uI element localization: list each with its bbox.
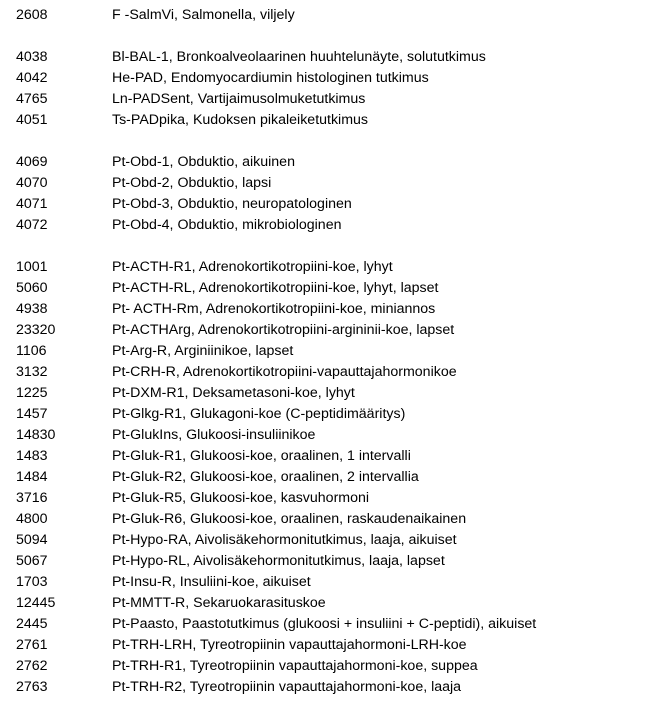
test-code: 3132 <box>16 364 48 380</box>
test-description: Pt-Obd-3, Obduktio, neuropatologinen <box>112 196 352 212</box>
test-description: Ln-PADSent, Vartijaimusolmuketutkimus <box>112 91 366 107</box>
test-code: 4069 <box>16 154 48 170</box>
test-description: Pt-ACTHArg, Adrenokortikotropiini-argininii-koe, lapset <box>112 322 455 338</box>
test-description: Pt-Gluk-R2, Glukoosi-koe, oraalinen, 2 intervallia <box>112 469 419 485</box>
test-description: Pt-Hypo-RA, Aivolisäkehormonitutkimus, laaja, aikuiset <box>112 532 457 548</box>
test-code: 1457 <box>16 406 48 422</box>
test-code: 2445 <box>16 616 48 632</box>
list-item <box>0 194 645 215</box>
list-item <box>0 47 645 68</box>
test-description: Pt-TRH-R2, Tyreotropiinin vapauttajahormoni-koe, laaja <box>112 679 462 695</box>
test-code: 4800 <box>16 511 48 527</box>
test-code: 4051 <box>16 112 48 128</box>
test-description: Pt-DXM-R1, Deksametasoni-koe, lyhyt <box>112 385 355 401</box>
test-description: Pt-TRH-LRH, Tyreotropiinin vapauttajahormoni-LRH-koe <box>112 637 467 653</box>
test-description: Pt-Gluk-R5, Glukoosi-koe, kasvuhormoni <box>112 490 370 506</box>
list-item <box>0 656 645 677</box>
test-description: Pt-Insu-R, Insuliini-koe, aikuiset <box>112 574 311 590</box>
test-description: Pt-Paasto, Paastotutkimus (glukoosi + insuliini + C-peptidi), aikuiset <box>112 616 537 632</box>
test-code: 3716 <box>16 490 48 506</box>
test-description: Pt-Gluk-R6, Glukoosi-koe, oraalinen, raskaudenaikainen <box>112 511 467 527</box>
list-item <box>0 89 645 110</box>
test-description: Pt-TRH-R1, Tyreotropiinin vapauttajahormoni-koe, suppea <box>112 658 478 674</box>
test-code: 4070 <box>16 175 48 191</box>
group-spacer <box>0 236 645 257</box>
list-item <box>0 572 645 593</box>
test-description: Pt-Obd-1, Obduktio, aikuinen <box>112 154 295 170</box>
list-item <box>0 320 645 341</box>
test-description: Pt-Gluk-R1, Glukoosi-koe, oraalinen, 1 intervalli <box>112 448 411 464</box>
list-item <box>0 278 645 299</box>
list-item <box>0 5 645 26</box>
group-spacer <box>0 26 645 47</box>
test-code: 5060 <box>16 280 48 296</box>
test-description: Pt-Arg-R, Arginiinikoe, lapset <box>112 343 294 359</box>
test-description: Pt-CRH-R, Adrenokortikotropiini-vapauttajahormonikoe <box>112 364 457 380</box>
test-code: 1225 <box>16 385 48 401</box>
test-description: Pt-ACTH-RL, Adrenokortikotropiini-koe, lyhyt, lapset <box>112 280 439 296</box>
test-description: Pt- ACTH-Rm, Adrenokortikotropiini-koe, miniannos <box>112 301 436 317</box>
test-code: 2763 <box>16 679 48 695</box>
group-spacer <box>0 131 645 152</box>
test-code: 4072 <box>16 217 48 233</box>
test-group-autopsy <box>0 152 645 236</box>
list-item <box>0 257 645 278</box>
test-code: 5094 <box>16 532 48 548</box>
list-item <box>0 593 645 614</box>
list-item <box>0 488 645 509</box>
test-code: 12445 <box>16 595 56 611</box>
test-description: Pt-Obd-2, Obduktio, lapsi <box>112 175 272 191</box>
test-code: 4042 <box>16 70 48 86</box>
test-code: 4038 <box>16 49 48 65</box>
list-item <box>0 299 645 320</box>
test-code: 1484 <box>16 469 48 485</box>
test-description: Pt-ACTH-R1, Adrenokortikotropiini-koe, lyhyt <box>112 259 393 275</box>
list-item <box>0 173 645 194</box>
test-code: 2608 <box>16 7 48 23</box>
list-item <box>0 404 645 425</box>
list-item <box>0 614 645 635</box>
test-description: He-PAD, Endomyocardiumin histologinen tutkimus <box>112 70 429 86</box>
list-item <box>0 152 645 173</box>
test-code: 2762 <box>16 658 48 674</box>
list-item <box>0 362 645 383</box>
test-code: 23320 <box>16 322 56 338</box>
list-item <box>0 341 645 362</box>
test-group-pathology <box>0 47 645 131</box>
test-code: 1483 <box>16 448 48 464</box>
test-description: Bl-BAL-1, Bronkoalveolaarinen huuhtelunäyte, solututkimus <box>112 49 486 65</box>
test-description: Pt-Obd-4, Obduktio, mikrobiologinen <box>112 217 342 233</box>
list-item <box>0 383 645 404</box>
test-code: 1001 <box>16 259 48 275</box>
test-code: 2761 <box>16 637 48 653</box>
list-item <box>0 635 645 656</box>
list-item <box>0 530 645 551</box>
list-item <box>0 68 645 89</box>
test-code: 5067 <box>16 553 48 569</box>
test-code: 4765 <box>16 91 48 107</box>
test-code: 4071 <box>16 196 48 212</box>
test-group-function-tests <box>0 257 645 698</box>
list-item <box>0 509 645 530</box>
list-item <box>0 215 645 236</box>
list-item <box>0 677 645 698</box>
list-item <box>0 110 645 131</box>
test-code: 4938 <box>16 301 48 317</box>
list-item <box>0 551 645 572</box>
list-item <box>0 446 645 467</box>
test-description: Pt-Hypo-RL, Aivolisäkehormonitutkimus, laaja, lapset <box>112 553 445 569</box>
test-description: Pt-GlukIns, Glukoosi-insuliinikoe <box>112 427 316 443</box>
test-group-salmonella <box>0 5 645 26</box>
test-code: 1703 <box>16 574 48 590</box>
test-description: F -SalmVi, Salmonella, viljely <box>112 7 295 23</box>
test-description: Pt-MMTT-R, Sekaruokarasituskoe <box>112 595 326 611</box>
test-description: Ts-PADpika, Kudoksen pikaleiketutkimus <box>112 112 369 128</box>
list-item <box>0 425 645 446</box>
list-item <box>0 467 645 488</box>
test-code: 14830 <box>16 427 56 443</box>
test-description: Pt-Glkg-R1, Glukagoni-koe (C-peptidimääritys) <box>112 406 406 422</box>
test-code: 1106 <box>16 343 47 359</box>
